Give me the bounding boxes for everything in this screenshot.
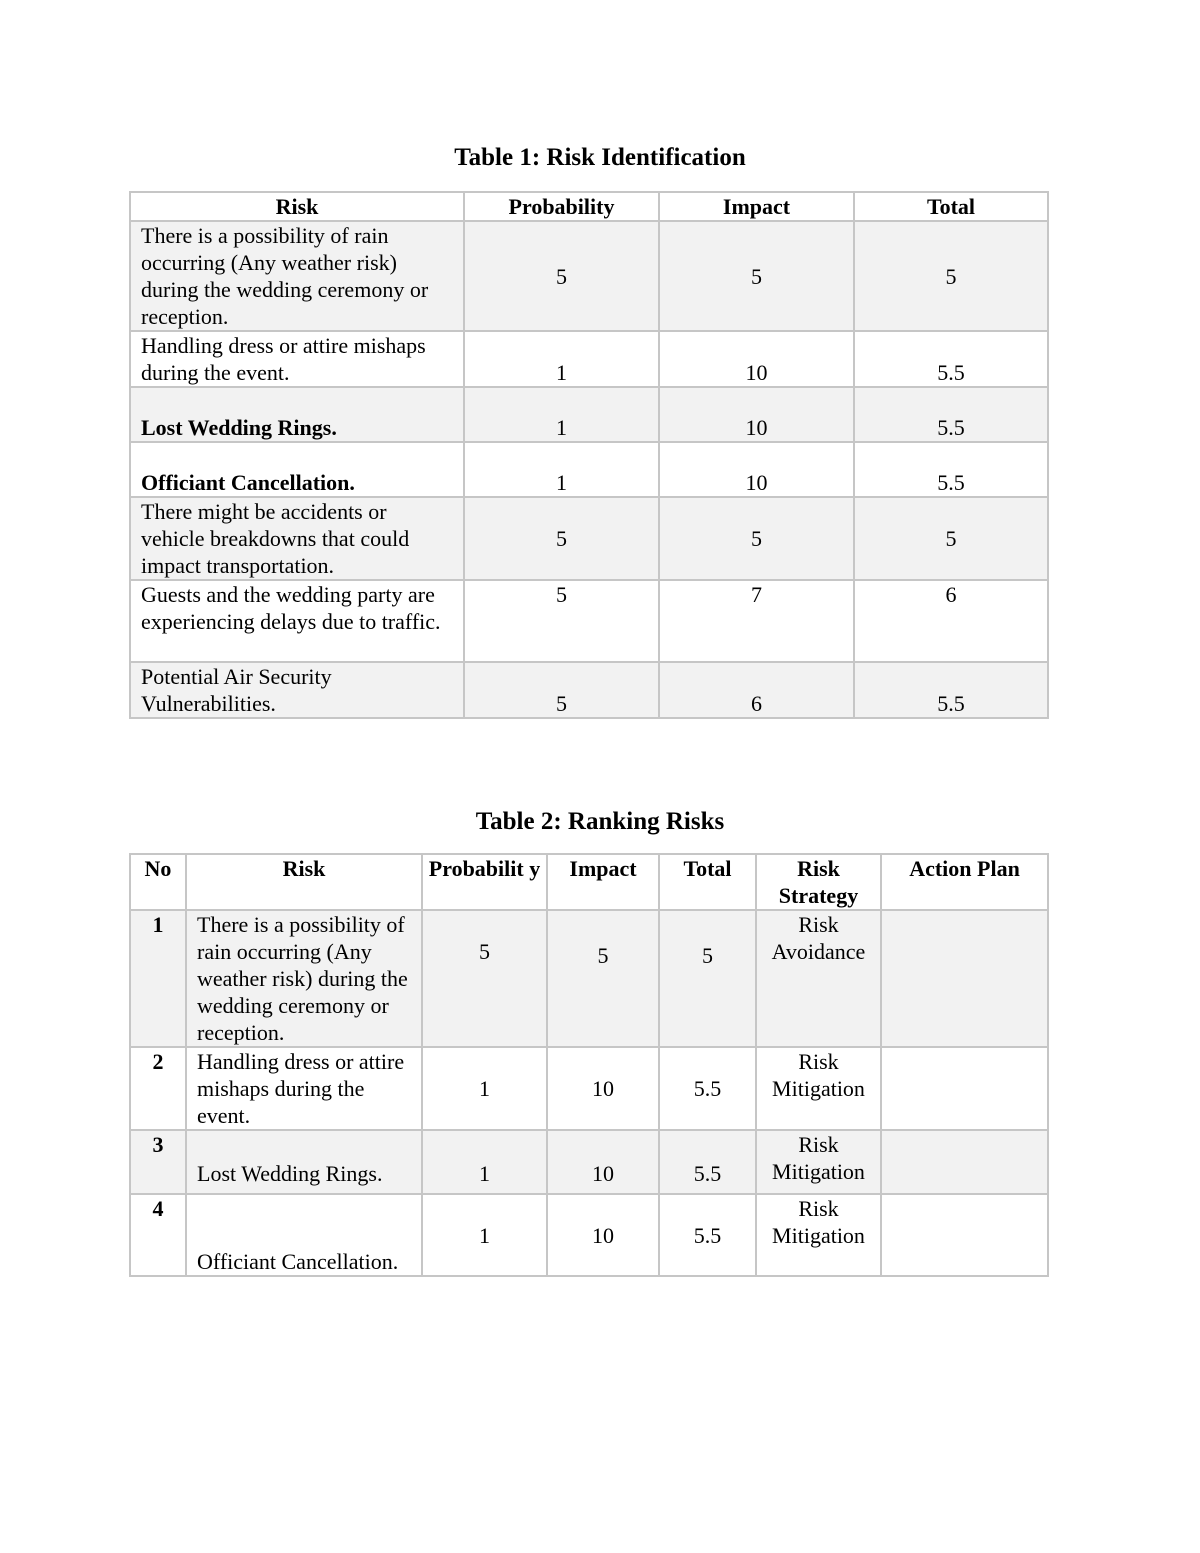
total-cell: 6	[854, 580, 1048, 662]
probability-cell: 5	[464, 221, 659, 331]
risk-cell: There might be accidents or vehicle breakdowns that could impact transportation.	[130, 497, 464, 580]
header-action-plan: Action Plan	[881, 854, 1048, 910]
total-cell: 5.5	[659, 1047, 756, 1130]
table-row	[130, 221, 1048, 331]
probability-cell: 5	[422, 910, 547, 1047]
table1-caption: Table 1: Risk Identification	[454, 144, 746, 171]
table2-caption: Table 2: Ranking Risks	[475, 808, 725, 835]
probability-cell: 5	[464, 497, 659, 580]
impact-cell: 10	[547, 1194, 659, 1276]
impact-cell: 10	[659, 331, 854, 387]
probability-cell: 1	[464, 331, 659, 387]
probability-cell: 5	[464, 662, 659, 718]
table-row	[130, 662, 1048, 718]
table-row	[130, 910, 1048, 1047]
risk-strategy-cell: Risk Mitigation	[756, 1047, 881, 1130]
total-cell: 5.5	[854, 387, 1048, 442]
risk-strategy-cell: Risk Mitigation	[756, 1194, 881, 1276]
impact-cell: 7	[659, 580, 854, 662]
table-row	[130, 331, 1048, 387]
impact-cell: 5	[547, 910, 659, 1047]
probability-cell: 1	[464, 387, 659, 442]
table-row	[130, 387, 1048, 442]
probability-cell: 1	[464, 442, 659, 497]
header-no: No	[130, 854, 186, 910]
impact-cell: 10	[547, 1130, 659, 1194]
total-cell: 5	[854, 221, 1048, 331]
total-cell: 5.5	[854, 442, 1048, 497]
total-cell: 5.5	[854, 662, 1048, 718]
header-risk-strategy: Risk Strategy	[756, 854, 881, 910]
risk-strategy-cell: Risk Mitigation	[756, 1130, 881, 1194]
table-row	[130, 1130, 1048, 1194]
probability-cell: 1	[422, 1194, 547, 1276]
header-probability: Probabilit y	[422, 854, 547, 910]
header-risk: Risk	[130, 192, 464, 221]
risk-cell: Handling dress or attire mishaps during the event.	[130, 331, 464, 387]
risk-cell: Potential Air Security Vulnerabilities.	[130, 662, 464, 718]
action-plan-cell	[881, 1047, 1048, 1130]
risk-cell: Lost Wedding Rings.	[186, 1130, 422, 1194]
header-impact: Impact	[659, 192, 854, 221]
risk-cell: Officiant Cancellation.	[130, 442, 464, 497]
risk-cell: Handling dress or attire mishaps during the event.	[186, 1047, 422, 1130]
table-row	[130, 580, 1048, 662]
impact-cell: 5	[659, 221, 854, 331]
header-risk: Risk	[186, 854, 422, 910]
risk-cell: There is a possibility of rain occurring (Any weather risk) during the wedding ceremony or reception.	[186, 910, 422, 1047]
probability-cell: 1	[422, 1047, 547, 1130]
action-plan-cell	[881, 1130, 1048, 1194]
action-plan-cell	[881, 910, 1048, 1047]
table-row	[130, 442, 1048, 497]
impact-cell: 5	[659, 497, 854, 580]
table-row	[130, 1047, 1048, 1130]
impact-cell: 6	[659, 662, 854, 718]
header-probability: Probability	[464, 192, 659, 221]
risk-identification-table	[129, 191, 1049, 719]
header-total: Total	[659, 854, 756, 910]
total-cell: 5.5	[659, 1194, 756, 1276]
risk-cell: There is a possibility of rain occurring (Any weather risk) during the wedding ceremony or reception.	[130, 221, 464, 331]
ranking-risks-table	[129, 853, 1049, 1277]
total-cell: 5.5	[659, 1130, 756, 1194]
risk-cell: Lost Wedding Rings.	[130, 387, 464, 442]
number-cell: 4	[130, 1194, 186, 1276]
header-impact: Impact	[547, 854, 659, 910]
risk-cell: Guests and the wedding party are experiencing delays due to traffic.	[130, 580, 464, 662]
action-plan-cell	[881, 1194, 1048, 1276]
table-row	[130, 1194, 1048, 1276]
total-cell: 5	[854, 497, 1048, 580]
table-row	[130, 497, 1048, 580]
impact-cell: 10	[659, 387, 854, 442]
risk-cell: Officiant Cancellation.	[186, 1194, 422, 1276]
total-cell: 5	[659, 910, 756, 1047]
probability-cell: 5	[464, 580, 659, 662]
risk-strategy-cell: Risk Avoidance	[756, 910, 881, 1047]
probability-cell: 1	[422, 1130, 547, 1194]
number-cell: 2	[130, 1047, 186, 1130]
number-cell: 3	[130, 1130, 186, 1194]
impact-cell: 10	[659, 442, 854, 497]
impact-cell: 10	[547, 1047, 659, 1130]
header-total: Total	[854, 192, 1048, 221]
number-cell: 1	[130, 910, 186, 1047]
total-cell: 5.5	[854, 331, 1048, 387]
